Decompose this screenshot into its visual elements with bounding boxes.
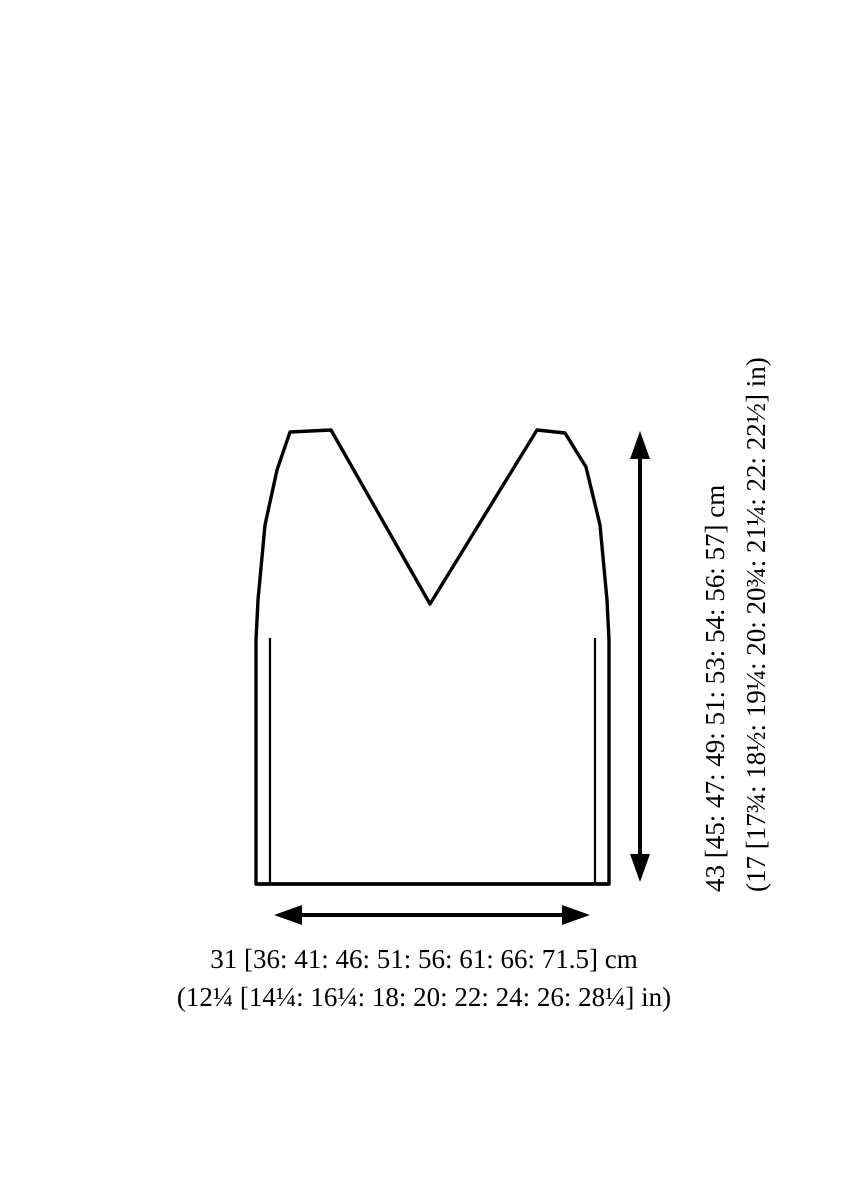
width-dimension-label-group (0, 940, 848, 1017)
width-dimension-arrow (274, 905, 590, 925)
garment-body-outline (256, 430, 609, 884)
height-dimension-label-cm: 43 [45: 47: 49: 51: 53: 54: 56: 57] cm (700, 484, 730, 892)
width-dimension-label-cm: 31 [36: 41: 46: 51: 56: 61: 66: 71.5] cm (210, 944, 638, 974)
height-dimension-label-in: (17 [17¾: 18½: 19¼: 20: 20¾: 21¼: 22: 22½] in) (741, 357, 771, 892)
height-dimension-arrow (630, 431, 650, 882)
width-dimension-label-in: (12¼ [14¼: 16¼: 18: 20: 22: 24: 26: 28¼] in) (176, 982, 672, 1013)
